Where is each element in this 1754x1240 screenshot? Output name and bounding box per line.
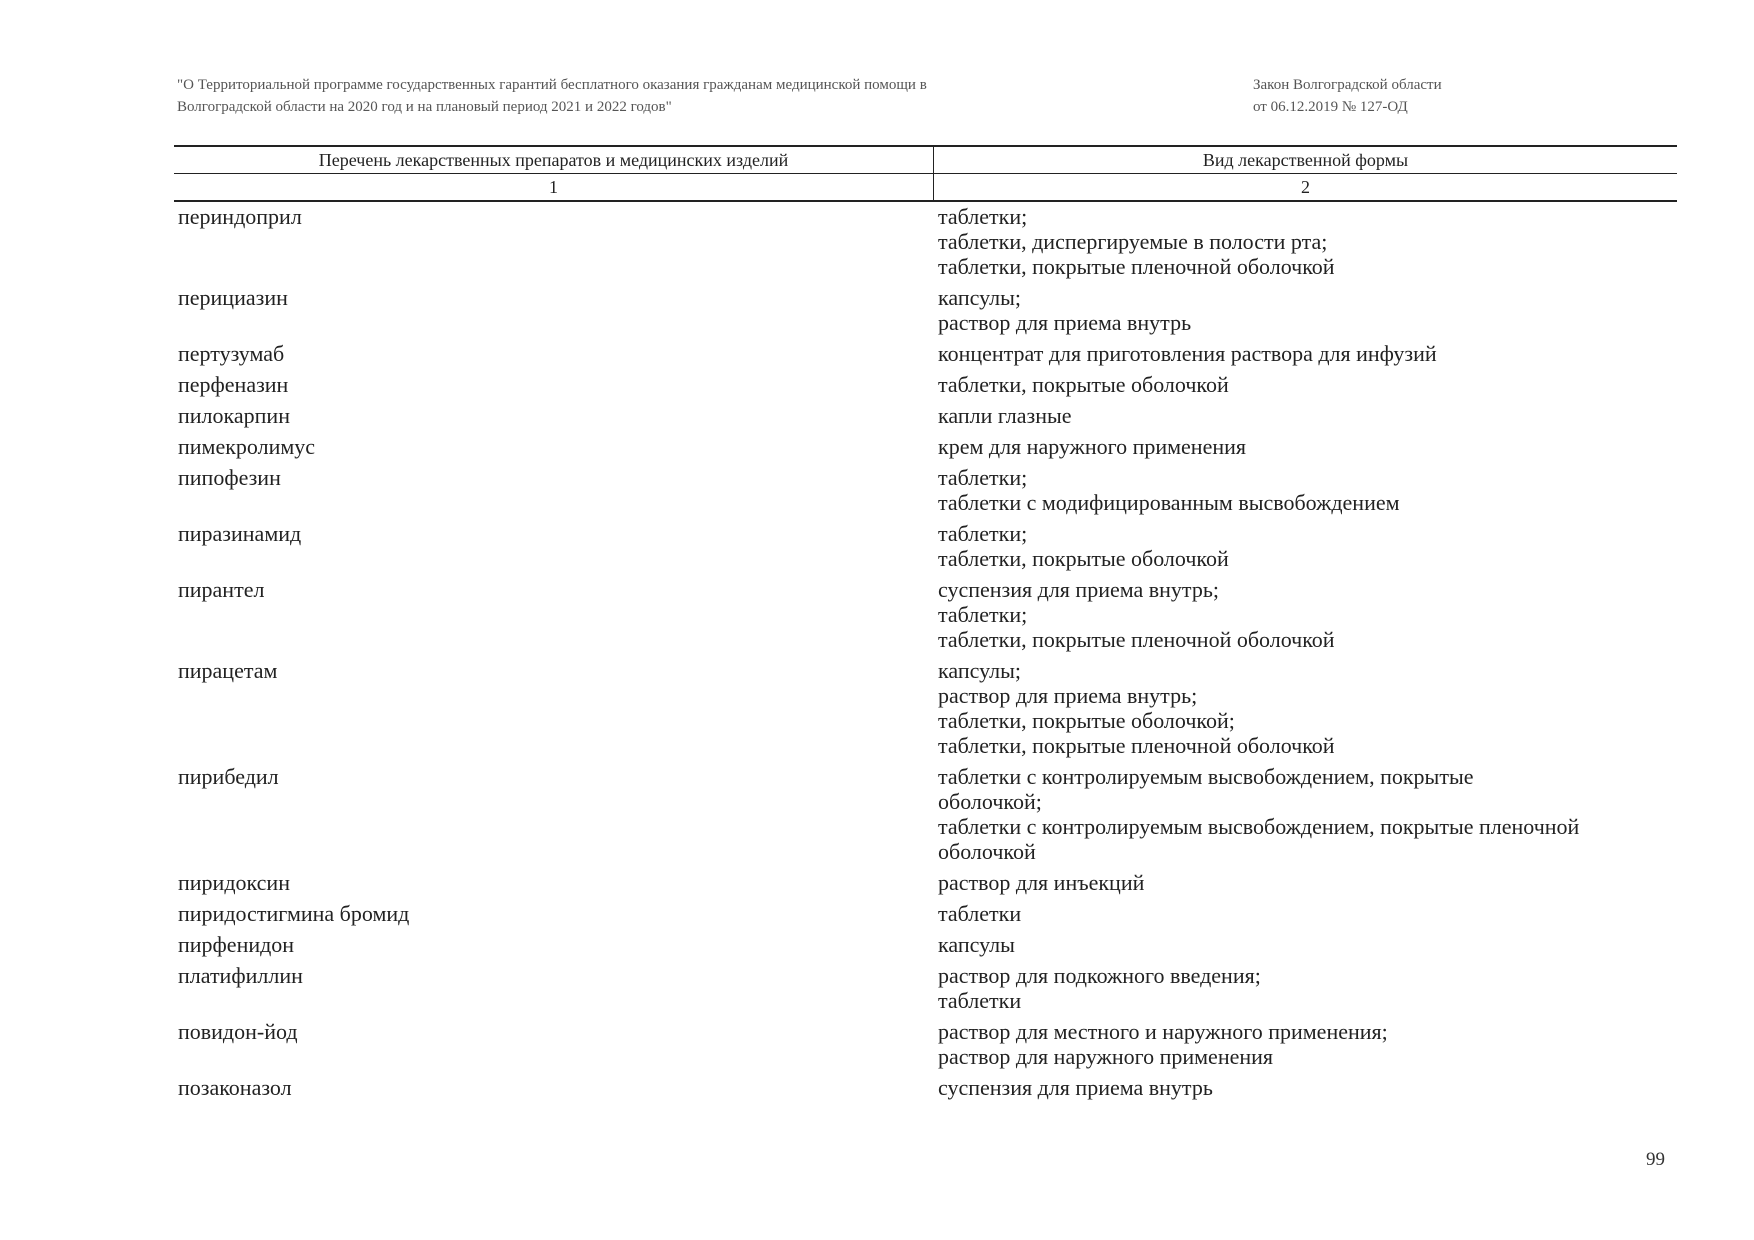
header-reference-line: Закон Волгоградской области xyxy=(1253,77,1442,93)
dosage-form-line: оболочкой; xyxy=(938,789,1042,814)
dosage-forms xyxy=(934,658,1677,758)
table-row xyxy=(174,901,1677,926)
dosage-forms xyxy=(934,764,1677,864)
table-row xyxy=(174,1075,1677,1100)
column-title-dosage-form: Вид лекарственной формы xyxy=(1202,150,1409,170)
header-title-line: "О Территориальной программе государственных гарантий бесплатного оказания гражданам медицинской помощи в xyxy=(177,77,927,93)
medicines-table xyxy=(174,145,1677,1106)
dosage-form-line: таблетки, покрытые оболочкой xyxy=(938,372,1229,397)
medicine-name: повидон-йод xyxy=(178,1019,298,1044)
dosage-form-line: таблетки, покрытые пленочной оболочкой xyxy=(938,254,1335,279)
table-row xyxy=(174,521,1677,571)
table-row xyxy=(174,341,1677,366)
medicine-name: пирантел xyxy=(178,577,265,602)
dosage-form-line: раствор для местного и наружного применения; xyxy=(938,1019,1388,1044)
dosage-form-line: таблетки; xyxy=(938,204,1028,229)
dosage-forms xyxy=(934,403,1677,428)
medicine-name: пиразинамид xyxy=(178,521,302,546)
medicine-name: пертузумаб xyxy=(178,341,285,366)
table-row xyxy=(174,764,1677,864)
medicine-name: пиридоксин xyxy=(178,870,290,895)
dosage-form-line: таблетки; xyxy=(938,521,1028,546)
medicine-name: пирацетам xyxy=(178,658,278,683)
medicine-name: перфеназин xyxy=(178,372,289,397)
dosage-forms xyxy=(934,465,1677,515)
dosage-forms xyxy=(934,285,1677,335)
dosage-forms xyxy=(934,901,1677,926)
dosage-form-line: концентрат для приготовления раствора для инфузий xyxy=(938,341,1437,366)
table-row xyxy=(174,658,1677,758)
header-title-line: Волгоградской области на 2020 год и на плановый период 2021 и 2022 годов" xyxy=(177,99,672,115)
medicine-name: периндоприл xyxy=(178,204,302,229)
dosage-forms xyxy=(934,577,1677,652)
medicine-name: пирибедил xyxy=(178,764,279,789)
dosage-form-line: таблетки, покрытые оболочкой xyxy=(938,546,1229,571)
dosage-form-line: таблетки с контролируемым высвобождением, покрытые xyxy=(938,764,1474,789)
medicine-name: пипофезин xyxy=(178,465,281,490)
dosage-forms xyxy=(934,372,1677,397)
header-law-title xyxy=(177,74,1077,118)
dosage-form-line: раствор для приема внутрь; xyxy=(938,683,1198,708)
column-number-2: 2 xyxy=(1301,177,1310,197)
table-header xyxy=(174,145,1677,202)
table-row xyxy=(174,372,1677,397)
dosage-form-line: капсулы xyxy=(938,932,1015,957)
table-row xyxy=(174,285,1677,335)
dosage-form-line: таблетки; xyxy=(938,465,1028,490)
dosage-forms xyxy=(934,932,1677,957)
table-body xyxy=(174,202,1677,1100)
dosage-forms xyxy=(934,1019,1677,1069)
dosage-form-line: таблетки xyxy=(938,988,1022,1013)
dosage-form-line: капли глазные xyxy=(938,403,1072,428)
medicine-name: пимекролимус xyxy=(178,434,316,459)
table-row xyxy=(174,465,1677,515)
table-row xyxy=(174,963,1677,1013)
dosage-form-line: раствор для инъекций xyxy=(938,870,1145,895)
dosage-form-line: таблетки с модифицированным высвобождением xyxy=(938,490,1400,515)
table-row xyxy=(174,870,1677,895)
medicine-name: пирфенидон xyxy=(178,932,295,957)
dosage-form-line: таблетки, покрытые оболочкой; xyxy=(938,708,1235,733)
header-reference-line: от 06.12.2019 № 127-ОД xyxy=(1253,99,1408,115)
table-row xyxy=(174,403,1677,428)
dosage-form-line: таблетки, покрытые пленочной оболочкой xyxy=(938,627,1335,652)
medicine-name: перициазин xyxy=(178,285,288,310)
dosage-form-line: суспензия для приема внутрь; xyxy=(938,577,1219,602)
dosage-form-line: капсулы; xyxy=(938,285,1021,310)
table-row xyxy=(174,577,1677,652)
dosage-form-line: таблетки, покрытые пленочной оболочкой xyxy=(938,733,1335,758)
dosage-forms xyxy=(934,1075,1677,1100)
dosage-forms xyxy=(934,341,1677,366)
medicine-name: платифиллин xyxy=(178,963,303,988)
dosage-forms xyxy=(934,963,1677,1013)
medicine-name: пиридостигмина бромид xyxy=(178,901,410,926)
dosage-form-line: таблетки, диспергируемые в полости рта; xyxy=(938,229,1328,254)
table-row xyxy=(174,434,1677,459)
dosage-form-line: капсулы; xyxy=(938,658,1021,683)
column-number-1: 1 xyxy=(174,174,934,200)
dosage-form-line: таблетки xyxy=(938,901,1022,926)
page-number: 99 xyxy=(1646,1149,1665,1170)
table-row xyxy=(174,204,1677,279)
dosage-form-line: оболочкой xyxy=(938,839,1036,864)
dosage-forms xyxy=(934,434,1677,459)
dosage-forms xyxy=(934,521,1677,571)
table-row xyxy=(174,1019,1677,1069)
dosage-forms xyxy=(934,870,1677,895)
table-row xyxy=(174,932,1677,957)
medicine-name: пилокарпин xyxy=(178,403,290,428)
dosage-form-line: раствор для наружного применения xyxy=(938,1044,1274,1069)
dosage-forms xyxy=(934,204,1677,279)
header-law-reference xyxy=(1253,74,1653,118)
dosage-form-line: крем для наружного применения xyxy=(938,434,1247,459)
dosage-form-line: раствор для приема внутрь xyxy=(938,310,1192,335)
dosage-form-line: раствор для подкожного введения; xyxy=(938,963,1261,988)
dosage-form-line: таблетки с контролируемым высвобождением, покрытые пленочной xyxy=(938,814,1580,839)
dosage-form-line: таблетки; xyxy=(938,602,1028,627)
column-titles-row xyxy=(174,147,1677,173)
column-title-medicines: Перечень лекарственных препаратов и медицинских изделий xyxy=(174,147,934,173)
column-numbers-row xyxy=(174,173,1677,200)
medicine-name: позаконазол xyxy=(178,1075,292,1100)
dosage-form-line: суспензия для приема внутрь xyxy=(938,1075,1213,1100)
